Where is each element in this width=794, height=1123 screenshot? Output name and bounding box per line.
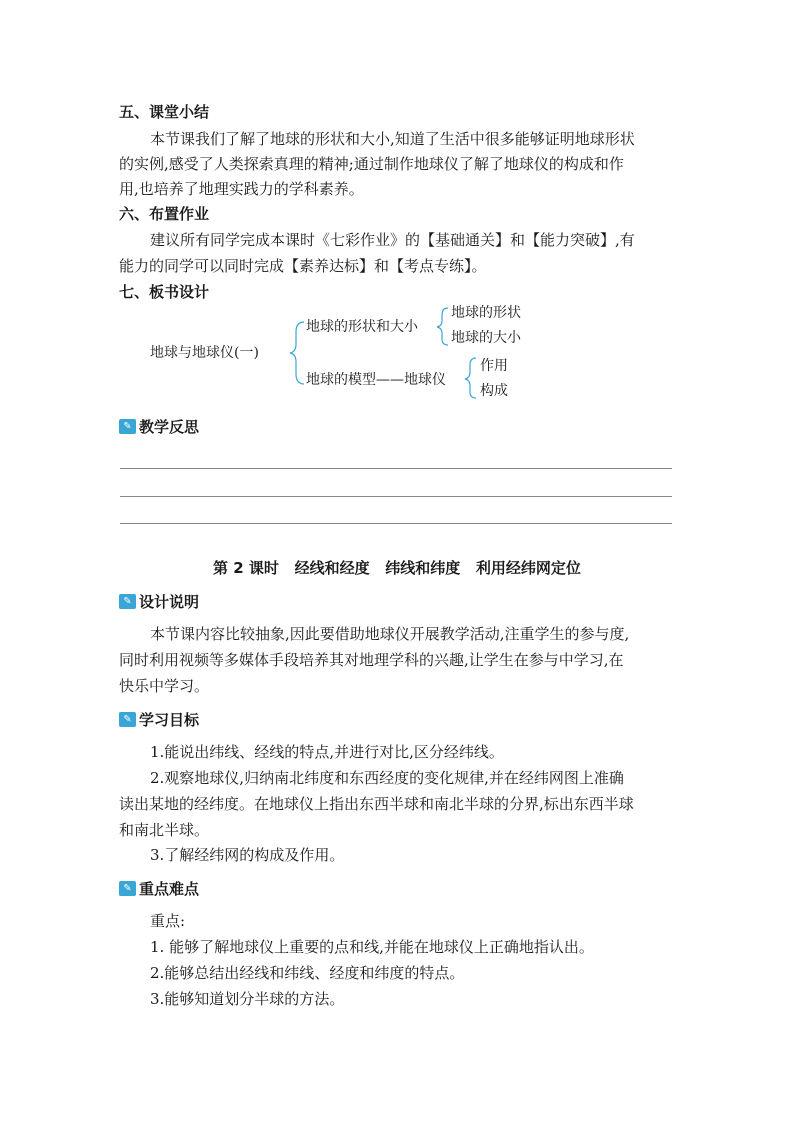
board-branch-1-leaf-1: 地球的形状 (451, 305, 521, 321)
summary-heading: 五、课堂小结 (119, 103, 210, 121)
board-diagram (140, 300, 560, 405)
design-line-1: 本节课内容比较抽象,因此要借助地球仪开展教学活动,注重学生的参与度, (150, 625, 630, 643)
objectives-header (119, 709, 199, 730)
keypoint-2: 2.能够总结出经线和纬线、经度和纬度的特点。 (150, 964, 465, 982)
reflection-header (119, 416, 199, 437)
homework-heading: 六、布置作业 (119, 205, 210, 223)
homework-line-2: 能力的同学可以同时完成【素养达标】和【考点专练】。 (119, 257, 487, 275)
branch-2-brace (465, 358, 476, 398)
keypoints-label: 重点难点 (139, 880, 200, 898)
reflection-label: 教学反思 (139, 418, 200, 436)
summary-line-2: 的实例,感受了人类探索真理的精神;通过制作地球仪了解了地球仪的构成和作 (119, 155, 624, 173)
objective-1: 1.能说出纬线、经线的特点,并进行对比,区分经纬线。 (150, 743, 504, 761)
board-root: 地球与地球仪(一) (150, 345, 259, 361)
board-branch-1: 地球的形状和大小 (306, 319, 418, 335)
objective-2-line-2: 读出某地的经纬度。在地球仪上指出东西半球和南北半球的分界,标出东西半球 (119, 795, 634, 813)
book-icon: ✎ (119, 419, 136, 434)
board-branch-2: 地球的模型——地球仪 (306, 372, 446, 388)
book-icon: ✎ (119, 594, 136, 609)
homework-line-1: 建议所有同学完成本课时《七彩作业》的【基础通关】和【能力突破】,有 (150, 231, 635, 249)
objective-2-line-3: 和南北半球。 (119, 821, 210, 839)
keypoint-1: 1. 能够了解地球仪上重要的点和线,并能在地球仪上正确地指认出。 (150, 938, 594, 956)
lesson-2-title: 第 2 课时 经线和经度 纬线和纬度 利用经纬网定位 (213, 559, 581, 577)
objective-2-line-1: 2.观察地球仪,归纳南北纬度和东西经度的变化规律,并在经纬网图上准确 (150, 769, 624, 787)
reflection-rule-1 (120, 468, 672, 469)
objective-3: 3.了解经纬网的构成及作用。 (150, 846, 345, 864)
keypoints-header (119, 878, 199, 899)
board-branch-1-leaf-2: 地球的大小 (451, 330, 521, 346)
design-header (119, 591, 199, 612)
board-heading: 七、板书设计 (119, 283, 210, 301)
design-line-3: 快乐中学习。 (119, 677, 210, 695)
objectives-label: 学习目标 (139, 711, 200, 729)
design-line-2: 同时利用视频等多媒体手段培养其对地理学科的兴趣,让学生在参与中学习,在 (119, 651, 624, 669)
branch-1-brace (437, 308, 448, 345)
keypoint-3: 3.能够知道划分半球的方法。 (150, 990, 345, 1008)
board-branch-2-leaf-2: 构成 (480, 383, 508, 399)
summary-line-3: 用,也培养了地理实践力的学科素养。 (119, 180, 364, 198)
summary-line-1: 本节课我们了解了地球的形状和大小,知道了生活中很多能够证明地球形状 (150, 130, 635, 148)
book-icon: ✎ (119, 881, 136, 896)
board-branch-2-leaf-1: 作用 (480, 358, 508, 374)
reflection-rule-3 (120, 523, 672, 524)
main-brace (290, 322, 304, 384)
reflection-rule-2 (120, 496, 672, 497)
book-icon: ✎ (119, 712, 136, 727)
design-label: 设计说明 (139, 593, 200, 611)
keypoints-sub: 重点: (150, 912, 186, 930)
